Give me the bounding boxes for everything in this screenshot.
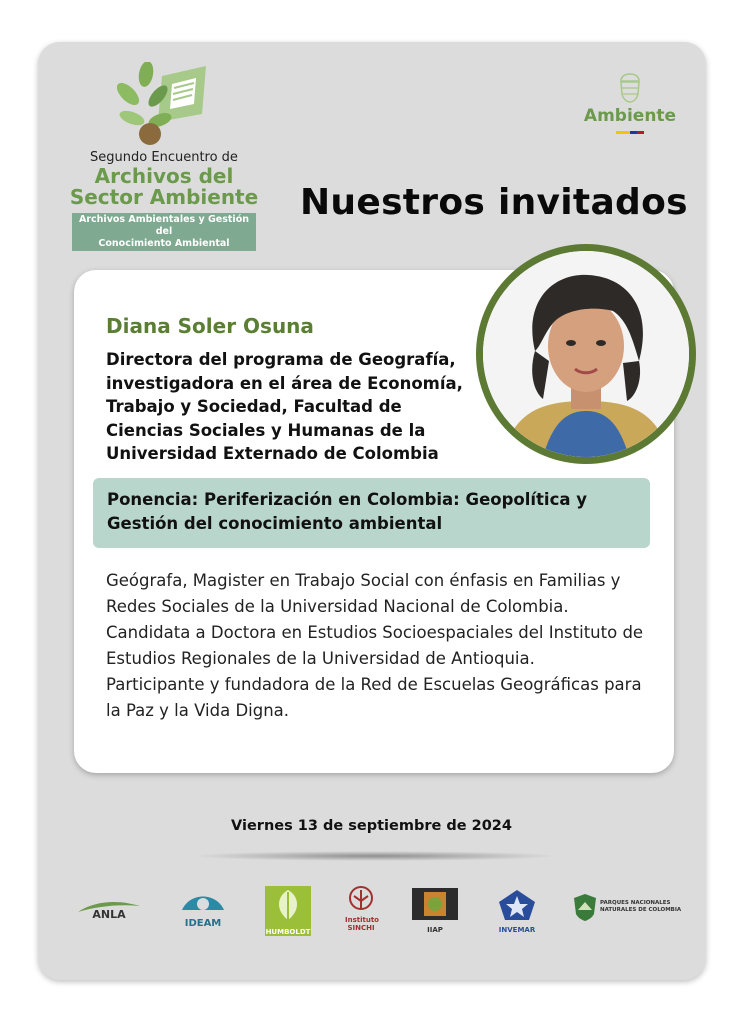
event-subtitle: Segundo Encuentro de — [90, 150, 238, 165]
speaker-role — [106, 348, 486, 466]
event-tag-line2: Conocimiento Ambiental — [98, 238, 230, 249]
parques-shield-icon — [572, 892, 598, 922]
speaker-photo-frame — [476, 244, 696, 464]
humboldt-leaf-icon — [265, 886, 311, 924]
invemar-star-icon — [495, 888, 539, 922]
sinchi-label-1: Instituto — [345, 916, 379, 924]
speaker-photo — [483, 251, 689, 457]
talk-title-line1: Ponencia: Periferización en Colombia: Geopolítica y — [107, 490, 588, 509]
event-date: Viernes 13 de septiembre de 2024 — [231, 818, 512, 834]
colombia-flag-stripe — [616, 131, 644, 134]
event-title — [66, 166, 262, 208]
parques-label-1: PARQUES NACIONALES — [600, 900, 671, 906]
partner-logo-iiap — [410, 886, 460, 934]
talk-title-line2: Gestión del conocimiento ambiental — [107, 514, 443, 533]
iiap-label: IIAP — [427, 926, 443, 934]
brand-name: Ambiente — [583, 106, 677, 126]
event-title-line2: Sector Ambiente — [69, 185, 259, 209]
leaf-document-icon — [110, 62, 220, 148]
sinchi-label-2: SINCHI — [347, 924, 375, 932]
speaker-name: Diana Soler Osuna — [106, 314, 314, 338]
speaker-portrait-icon — [483, 251, 689, 457]
partner-logo-anla — [76, 898, 142, 921]
ideam-label: IDEAM — [184, 918, 222, 929]
partner-logo-sinchi — [345, 886, 377, 932]
anla-label: ANLA — [92, 908, 126, 921]
ambiente-brand — [582, 72, 678, 142]
parques-label-2: NATURALES DE COLOMBIA — [600, 907, 682, 913]
coat-of-arms-icon — [615, 72, 645, 104]
speaker-bio — [106, 568, 646, 724]
speaker-role-line: investigadora en el área de Economía, — [106, 373, 463, 393]
speaker-role-line: Directora del programa de Geografía, — [106, 350, 456, 369]
partner-logo-ideam — [180, 888, 226, 929]
bio-paragraph: Geógrafa, Magister en Trabajo Social con énfasis en Familias y Redes Sociales de la Universidad Nacional de Colombia. Candidata a Doctora en Estudios Socioespaciales del Instituto de Estudios Regionales de la Universidad de Antioquia. — [106, 571, 644, 668]
event-logo — [66, 62, 262, 249]
shadow-divider — [190, 851, 560, 861]
ideam-eye-icon — [180, 888, 226, 914]
iiap-frame-icon — [410, 886, 460, 922]
talk-title-box — [93, 478, 650, 548]
bio-paragraph: Participante y fundadora de la Red de Escuelas Geográficas para la Paz y la Vida Digna. — [106, 675, 642, 720]
partner-logo-humboldt — [265, 886, 311, 936]
event-tag-line1: Archivos Ambientales y Gestión del — [79, 214, 249, 237]
partner-logo-invemar — [494, 888, 540, 934]
humboldt-label: HUMBOLDT — [265, 928, 311, 936]
invemar-label: INVEMAR — [498, 926, 536, 934]
speaker-role-line: Ciencias Sociales y Humanas de la — [106, 420, 426, 440]
speaker-role-line: Universidad Externado de Colombia — [106, 444, 439, 463]
event-tagline — [72, 213, 256, 251]
event-title-line1: Archivos del — [94, 164, 234, 188]
page-headline: Nuestros invitados — [300, 182, 688, 223]
speaker-role-line: Trabajo y Sociedad, Facultad de — [106, 397, 402, 416]
sinchi-tree-icon — [346, 886, 376, 912]
